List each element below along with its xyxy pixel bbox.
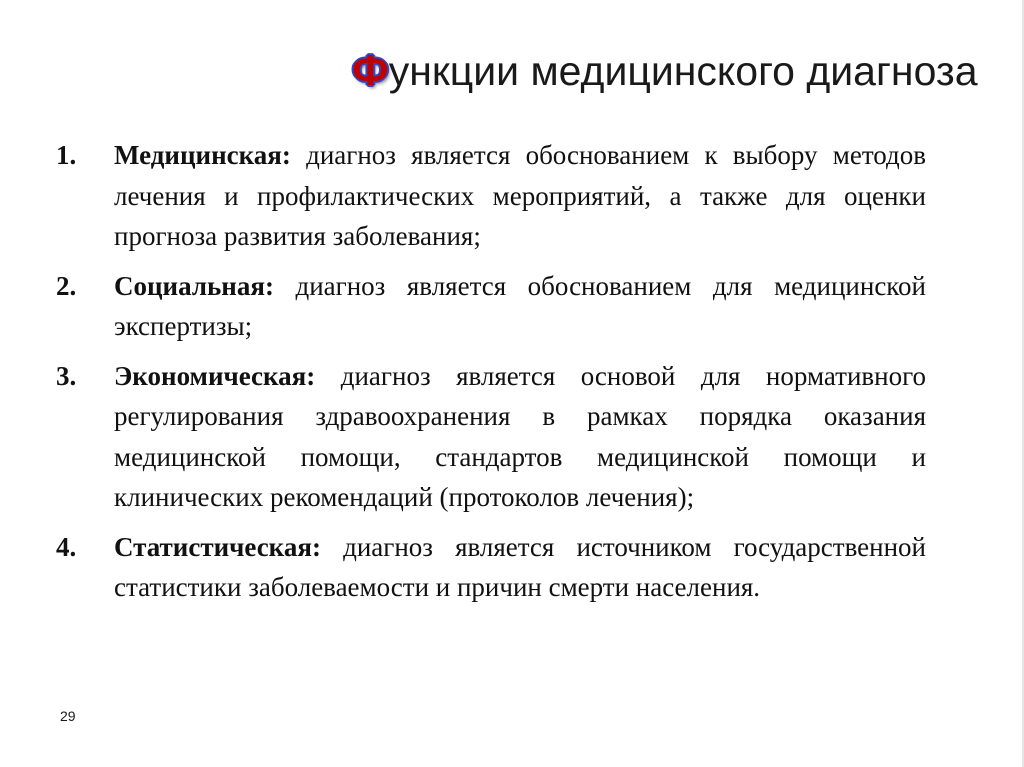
list-item-social (56, 266, 926, 347)
item-body (114, 266, 926, 347)
list-item-economic (56, 356, 926, 518)
item-body (114, 356, 926, 518)
item-body (114, 135, 926, 257)
item-text: диагноз является обоснованием для медицинской экспертизы; (114, 270, 926, 341)
functions-list (56, 135, 926, 617)
item-text: диагноз является основой для нормативного регулирования здравоохранения в рамках порядка оказания медицинской помощи, стандартов медицинской помощи и клинических рекомендаций (протоколов лечения); (114, 360, 926, 512)
item-number: 4. (56, 531, 77, 562)
item-term: Статистическая: (114, 531, 321, 562)
item-text: диагноз является обоснованием к выбору методов лечения и профилактических мероприятий, а также для оценки прогноза развития заболевания; (114, 140, 926, 251)
item-term: Экономическая: (114, 360, 316, 391)
list-item-medical (56, 135, 926, 257)
item-term: Социальная: (114, 270, 274, 301)
title-first-letter: Ф (352, 47, 389, 95)
slide-title (352, 46, 978, 96)
page-number: 29 (60, 708, 76, 724)
item-term: Медицинская: (114, 140, 291, 170)
item-number: 2. (56, 270, 77, 301)
item-text: диагноз является источником государственной статистики заболеваемости и причин смерти населения. (114, 531, 926, 602)
item-body (114, 527, 926, 608)
title-text: ункции медицинского диагноза (388, 48, 978, 94)
item-number: 1. (56, 140, 77, 170)
list-item-statistical (56, 527, 926, 608)
item-number: 3. (56, 360, 77, 391)
